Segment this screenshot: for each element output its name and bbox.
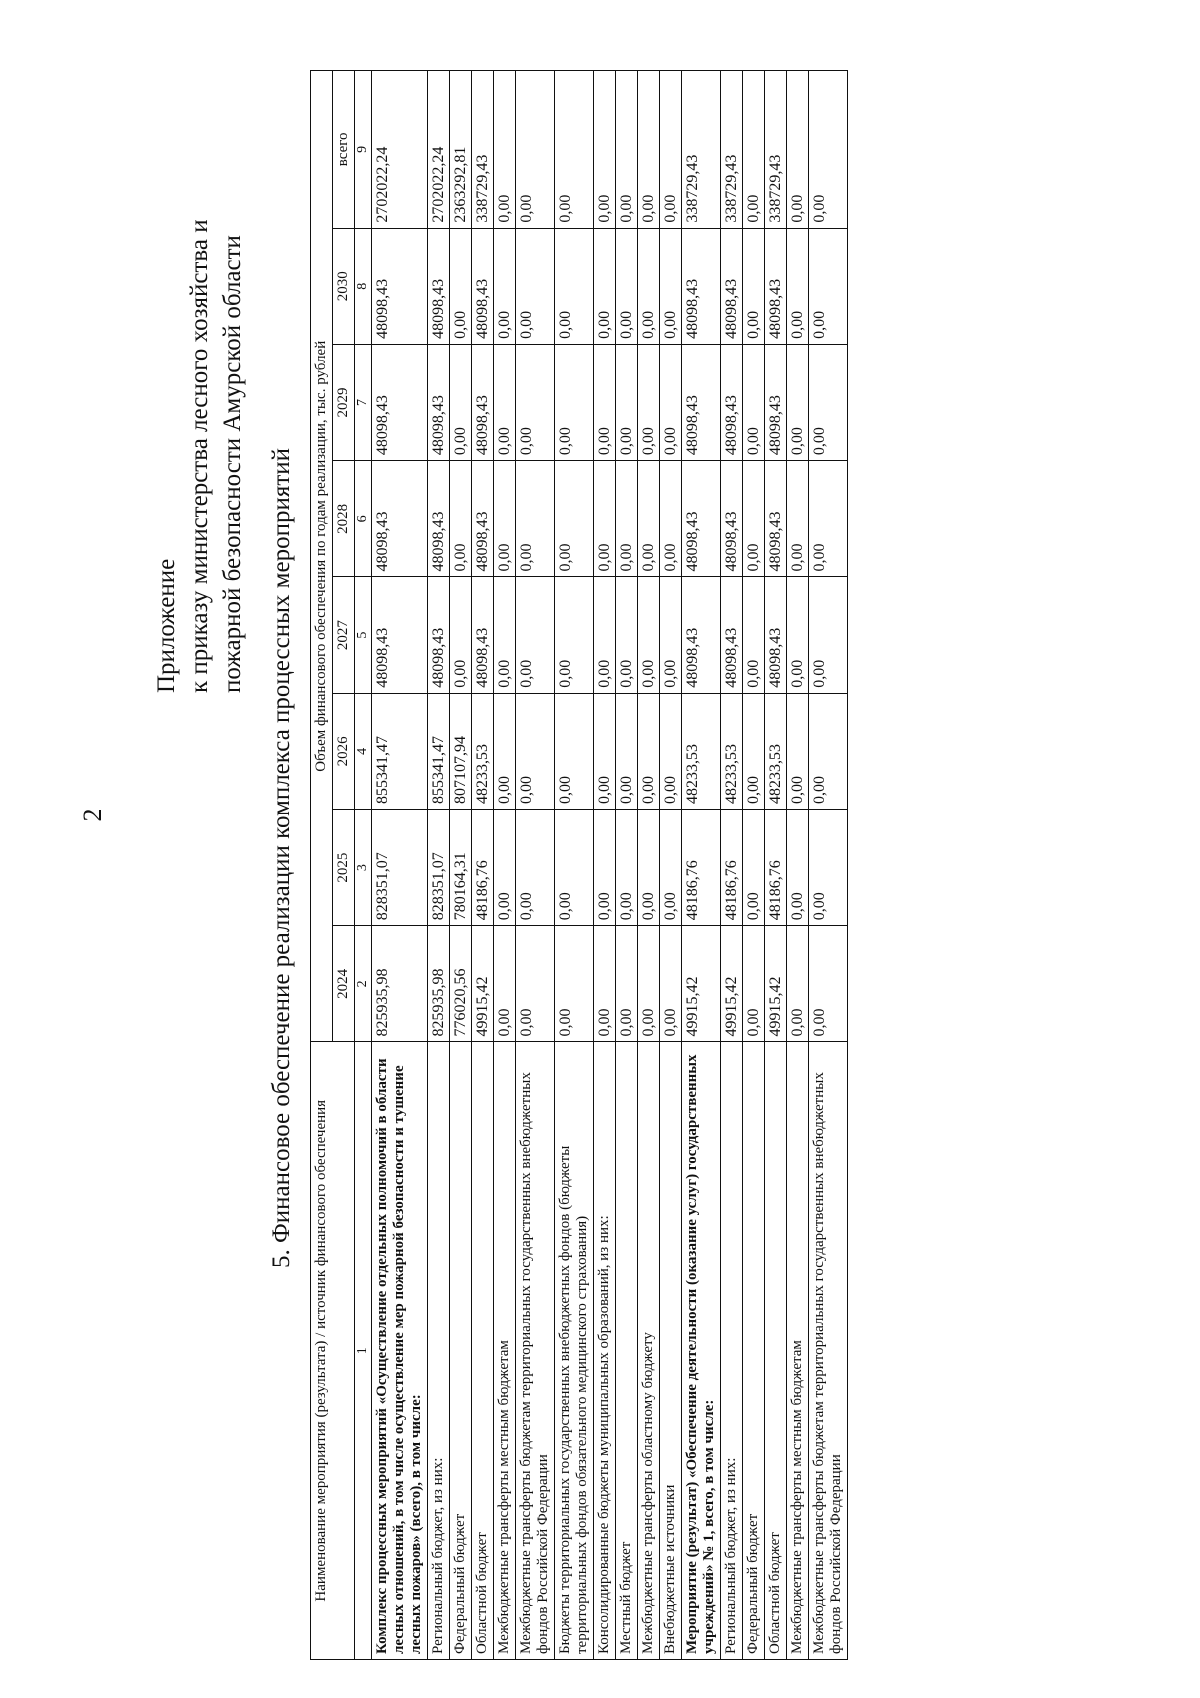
value-cell: 48098,43: [682, 344, 721, 460]
value-cell: 48186,76: [682, 809, 721, 925]
row-name: Региональный бюджет, из них:: [721, 1042, 743, 1660]
value-cell: 0,00: [809, 71, 848, 229]
row-name: Федеральный бюджет: [450, 1042, 472, 1660]
value-cell: 0,00: [638, 693, 660, 809]
table-body: [372, 71, 848, 1660]
row-name: Комплекс процессных мероприятий «Осуществление отдельных полномочий в области лесных отношений, в том числе осуществление мер пожарной безопасности и тушение лесных пожаров» (всего), в том числе:: [372, 1042, 428, 1660]
appendix-header: [150, 93, 249, 693]
table-row: [660, 71, 682, 1660]
table-row: [494, 71, 516, 1660]
value-cell: 0,00: [638, 461, 660, 577]
value-cell: 0,00: [638, 926, 660, 1042]
value-cell: 0,00: [809, 461, 848, 577]
table-row: [428, 71, 450, 1660]
row-name: Межбюджетные трансферты областному бюджету: [638, 1042, 660, 1660]
header-index-cell: 8: [355, 228, 372, 344]
value-cell: 48098,43: [428, 344, 450, 460]
table-row: [450, 71, 472, 1660]
value-cell: 855341,47: [372, 693, 428, 809]
row-name: Федеральный бюджет: [743, 1042, 765, 1660]
value-cell: 48233,53: [682, 693, 721, 809]
value-cell: 0,00: [555, 344, 594, 460]
appendix-line-2: к приказу министерства лесного хозяйства и: [186, 219, 213, 693]
value-cell: 48098,43: [372, 228, 428, 344]
value-cell: 0,00: [516, 461, 555, 577]
value-cell: 48098,43: [472, 577, 494, 693]
value-cell: 48098,43: [765, 461, 787, 577]
financing-table: [310, 70, 848, 1660]
value-cell: 48098,43: [682, 461, 721, 577]
appendix-line-3: пожарной безопасности Амурской области: [219, 235, 246, 693]
value-cell: 780164,31: [450, 809, 472, 925]
value-cell: 48098,43: [372, 344, 428, 460]
value-cell: 0,00: [660, 228, 682, 344]
appendix-line-1: Приложение: [153, 558, 180, 693]
value-cell: 0,00: [594, 461, 616, 577]
table-row: [472, 71, 494, 1660]
header-index-cell: 4: [355, 693, 372, 809]
value-cell: 0,00: [660, 344, 682, 460]
table-row: [372, 71, 428, 1660]
value-cell: 48098,43: [472, 461, 494, 577]
value-cell: 0,00: [450, 344, 472, 460]
table-row: [516, 71, 555, 1660]
value-cell: 0,00: [594, 228, 616, 344]
value-cell: 0,00: [809, 577, 848, 693]
value-cell: 0,00: [516, 926, 555, 1042]
header-year-5: 2029: [333, 344, 355, 460]
value-cell: 0,00: [516, 228, 555, 344]
value-cell: 0,00: [660, 809, 682, 925]
row-name: Межбюджетные трансферты бюджетам территориальных государственных внебюджетных фондов Российской Федерации: [516, 1042, 555, 1660]
table-row: [638, 71, 660, 1660]
value-cell: 0,00: [494, 577, 516, 693]
value-cell: 0,00: [516, 809, 555, 925]
row-name: Областной бюджет: [765, 1042, 787, 1660]
value-cell: 0,00: [516, 577, 555, 693]
row-name: Межбюджетные трансферты местным бюджетам: [494, 1042, 516, 1660]
header-name-column: Наименование мероприятия (результата) / источник финансового обеспечения: [311, 1042, 355, 1660]
value-cell: 338729,43: [472, 71, 494, 229]
value-cell: 0,00: [494, 693, 516, 809]
value-cell: 0,00: [594, 344, 616, 460]
value-cell: 49915,42: [721, 926, 743, 1042]
row-name: Межбюджетные трансферты бюджетам территориальных государственных внебюджетных фондов Российской Федерации: [809, 1042, 848, 1660]
value-cell: 0,00: [660, 693, 682, 809]
value-cell: 0,00: [494, 809, 516, 925]
value-cell: 48098,43: [721, 461, 743, 577]
value-cell: 0,00: [450, 228, 472, 344]
header-index-cell: 1: [355, 1042, 372, 1660]
value-cell: 48098,43: [428, 461, 450, 577]
table-row: [809, 71, 848, 1660]
header-index-cell: 2: [355, 926, 372, 1042]
value-cell: 807107,94: [450, 693, 472, 809]
value-cell: 48098,43: [428, 577, 450, 693]
header-year-4: 2028: [333, 461, 355, 577]
value-cell: 0,00: [743, 809, 765, 925]
header-index-row: [355, 71, 372, 1660]
value-cell: 48098,43: [472, 228, 494, 344]
value-cell: 48186,76: [765, 809, 787, 925]
value-cell: 0,00: [555, 577, 594, 693]
value-cell: 48098,43: [765, 344, 787, 460]
value-cell: 0,00: [555, 461, 594, 577]
value-cell: 0,00: [594, 577, 616, 693]
header-year-1: 2025: [333, 809, 355, 925]
value-cell: 0,00: [638, 344, 660, 460]
table-row: [721, 71, 743, 1660]
value-cell: 0,00: [494, 344, 516, 460]
header-index-cell: 3: [355, 809, 372, 925]
value-cell: 338729,43: [682, 71, 721, 229]
row-name: Консолидированные бюджеты муниципальных образований, из них:: [594, 1042, 616, 1660]
value-cell: 0,00: [743, 926, 765, 1042]
value-cell: 0,00: [616, 693, 638, 809]
value-cell: 48098,43: [721, 228, 743, 344]
header-index-cell: 6: [355, 461, 372, 577]
value-cell: 0,00: [616, 577, 638, 693]
value-cell: 0,00: [787, 809, 809, 925]
value-cell: 828351,07: [372, 809, 428, 925]
value-cell: 0,00: [594, 693, 616, 809]
table-header: [311, 71, 372, 1660]
value-cell: 0,00: [494, 228, 516, 344]
header-year-3: 2027: [333, 577, 355, 693]
value-cell: 0,00: [594, 71, 616, 229]
table-row: [555, 71, 594, 1660]
value-cell: 0,00: [743, 71, 765, 229]
value-cell: 776020,56: [450, 926, 472, 1042]
value-cell: 0,00: [616, 71, 638, 229]
header-year-7: всего: [333, 71, 355, 229]
value-cell: 48186,76: [472, 809, 494, 925]
value-cell: 48098,43: [472, 344, 494, 460]
value-cell: 49915,42: [765, 926, 787, 1042]
value-cell: 0,00: [516, 693, 555, 809]
value-cell: 0,00: [616, 809, 638, 925]
row-name: Региональный бюджет, из них:: [428, 1042, 450, 1660]
value-cell: 0,00: [555, 228, 594, 344]
row-name: Бюджеты территориальных государственных внебюджетных фондов (бюджеты территориальных фондов обязательного медицинского страхования): [555, 1042, 594, 1660]
value-cell: 48098,43: [721, 577, 743, 693]
table-row: [682, 71, 721, 1660]
value-cell: 0,00: [616, 461, 638, 577]
value-cell: 0,00: [594, 926, 616, 1042]
value-cell: 0,00: [555, 926, 594, 1042]
value-cell: 48186,76: [721, 809, 743, 925]
value-cell: 0,00: [555, 693, 594, 809]
value-cell: 0,00: [787, 926, 809, 1042]
value-cell: 0,00: [787, 228, 809, 344]
value-cell: 828351,07: [428, 809, 450, 925]
value-cell: 48098,43: [765, 228, 787, 344]
table-row: [787, 71, 809, 1660]
value-cell: 0,00: [516, 344, 555, 460]
value-cell: 0,00: [743, 228, 765, 344]
value-cell: 48098,43: [682, 228, 721, 344]
page-number: 2: [78, 808, 107, 822]
row-name: Внебюджетные источники: [660, 1042, 682, 1660]
value-cell: 0,00: [494, 926, 516, 1042]
header-index-cell: 7: [355, 344, 372, 460]
header-year-0: 2024: [333, 926, 355, 1042]
value-cell: 0,00: [638, 71, 660, 229]
value-cell: 0,00: [809, 809, 848, 925]
table-row: [765, 71, 787, 1660]
value-cell: 49915,42: [682, 926, 721, 1042]
value-cell: 48098,43: [682, 577, 721, 693]
value-cell: 0,00: [494, 71, 516, 229]
value-cell: 2702022,24: [372, 71, 428, 229]
row-name: Межбюджетные трансферты местным бюджетам: [787, 1042, 809, 1660]
value-cell: 0,00: [743, 577, 765, 693]
value-cell: 0,00: [787, 344, 809, 460]
value-cell: 0,00: [660, 926, 682, 1042]
value-cell: 0,00: [450, 577, 472, 693]
value-cell: 2702022,24: [428, 71, 450, 229]
value-cell: 338729,43: [765, 71, 787, 229]
value-cell: 0,00: [516, 71, 555, 229]
value-cell: 0,00: [787, 577, 809, 693]
row-name: Областной бюджет: [472, 1042, 494, 1660]
value-cell: 0,00: [638, 809, 660, 925]
value-cell: 0,00: [660, 577, 682, 693]
value-cell: 48098,43: [765, 577, 787, 693]
value-cell: 0,00: [555, 71, 594, 229]
value-cell: 49915,42: [472, 926, 494, 1042]
value-cell: 0,00: [809, 926, 848, 1042]
value-cell: 0,00: [787, 461, 809, 577]
value-cell: 48233,53: [472, 693, 494, 809]
value-cell: 0,00: [809, 228, 848, 344]
value-cell: 0,00: [809, 693, 848, 809]
table-row: [594, 71, 616, 1660]
value-cell: 48233,53: [721, 693, 743, 809]
value-cell: 0,00: [809, 344, 848, 460]
header-year-6: 2030: [333, 228, 355, 344]
value-cell: 0,00: [787, 693, 809, 809]
value-cell: 0,00: [594, 809, 616, 925]
header-index-cell: 5: [355, 577, 372, 693]
value-cell: 48098,43: [721, 344, 743, 460]
value-cell: 0,00: [450, 461, 472, 577]
value-cell: 825935,98: [372, 926, 428, 1042]
value-cell: 0,00: [616, 926, 638, 1042]
row-name: Мероприятие (результат) «Обеспечение деятельности (оказание услуг) государственных учреждений» № 1, всего, в том числе:: [682, 1042, 721, 1660]
value-cell: 0,00: [616, 228, 638, 344]
table-row: [616, 71, 638, 1660]
value-cell: 48233,53: [765, 693, 787, 809]
value-cell: 0,00: [743, 693, 765, 809]
value-cell: 48098,43: [428, 228, 450, 344]
value-cell: 48098,43: [372, 461, 428, 577]
value-cell: 0,00: [616, 344, 638, 460]
value-cell: 0,00: [660, 461, 682, 577]
value-cell: 855341,47: [428, 693, 450, 809]
row-name: Местный бюджет: [616, 1042, 638, 1660]
table-row: [743, 71, 765, 1660]
value-cell: 0,00: [660, 71, 682, 229]
value-cell: 48098,43: [372, 577, 428, 693]
value-cell: 0,00: [555, 809, 594, 925]
value-cell: 0,00: [494, 461, 516, 577]
value-cell: 0,00: [638, 577, 660, 693]
value-cell: 825935,98: [428, 926, 450, 1042]
header-year-2: 2026: [333, 693, 355, 809]
value-cell: 0,00: [743, 344, 765, 460]
value-cell: 0,00: [638, 228, 660, 344]
section-title: 5. Финансовое обеспечение реализации комплекса процессных мероприятий: [268, 447, 295, 1269]
value-cell: 0,00: [743, 461, 765, 577]
financing-table-wrap: [310, 70, 848, 1660]
header-volume-group: Объем финансового обеспечения по годам реализации, тыс. рублей: [311, 71, 333, 1043]
value-cell: 0,00: [787, 71, 809, 229]
value-cell: 2363292,81: [450, 71, 472, 229]
value-cell: 338729,43: [721, 71, 743, 229]
header-index-cell: 9: [355, 71, 372, 229]
